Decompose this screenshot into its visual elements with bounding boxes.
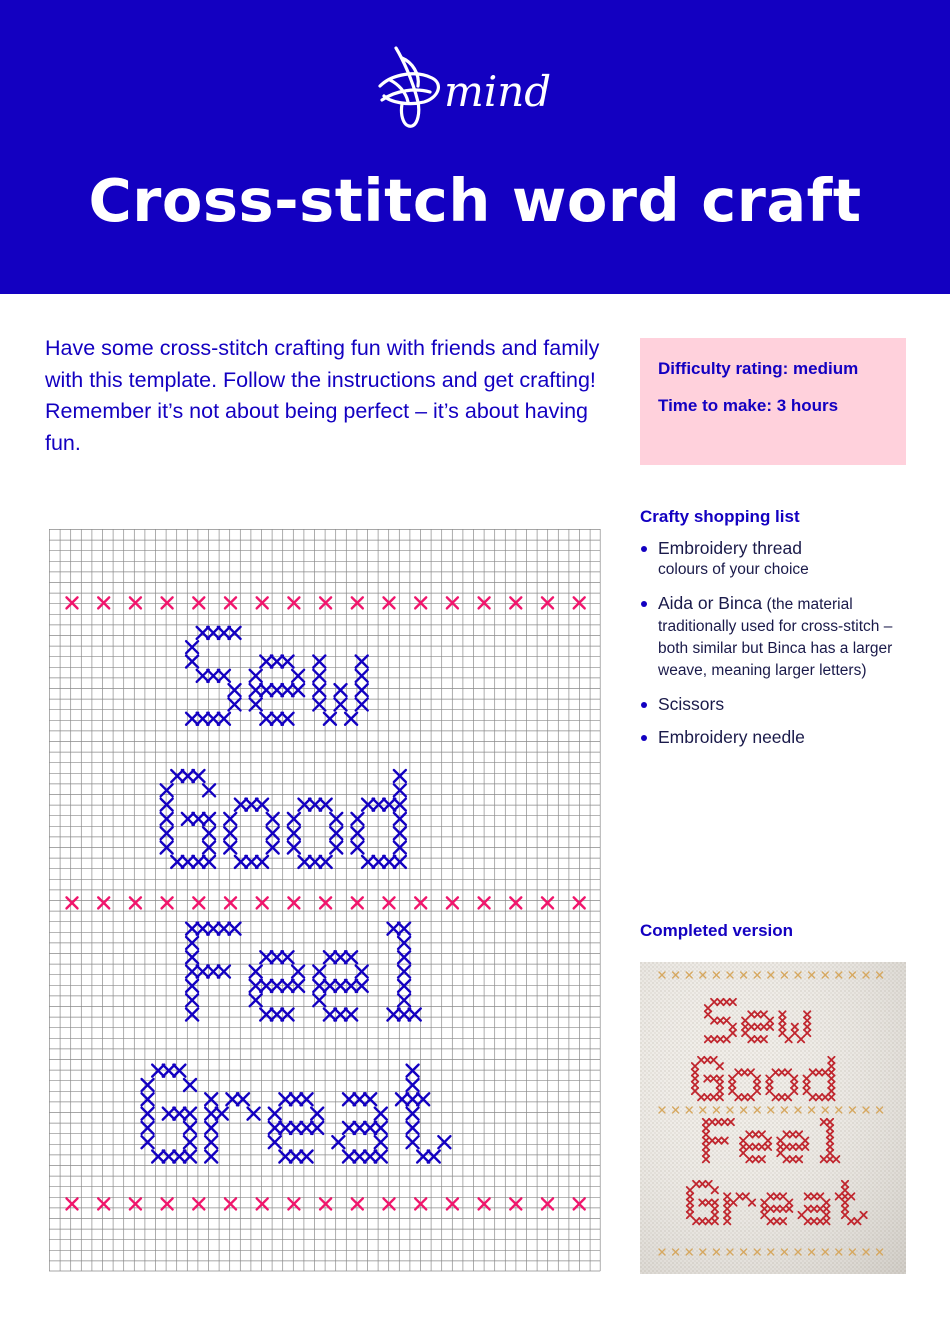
list-item: Embroidery thread colours of your choice [640, 537, 910, 581]
page-title: Cross-stitch word craft [88, 166, 862, 235]
completed-version-photo [640, 962, 906, 1274]
header-banner [0, 0, 950, 294]
bullet [641, 546, 647, 552]
cross-stitch-pattern [49, 529, 605, 1275]
bullet [641, 702, 647, 708]
mind-logo [372, 40, 582, 132]
completed-version-heading: Completed version [640, 921, 794, 940]
list-item: Aida or Binca (the material traditionally used for cross-stitch – both similar but Binca has a larger weave, meaning larger letters) [640, 592, 910, 682]
list-item: Embroidery needle [640, 726, 910, 748]
shopping-list-heading: Crafty shopping list [640, 507, 800, 526]
info-box [640, 338, 906, 465]
svg-text:mind: mind [444, 67, 552, 116]
intro-paragraph: Have some cross-stitch crafting fun with friends and family with this template. Follow the instructions and get crafting! Remember it’s not about being perfect – it’s about having fun. [45, 336, 600, 455]
time-to-make: Time to make: 3 hours [658, 396, 839, 415]
shopping-list [640, 537, 910, 759]
bullet [641, 735, 647, 741]
list-item: Scissors [640, 693, 910, 715]
bullet [641, 601, 647, 607]
difficulty-rating: Difficulty rating: medium [658, 359, 859, 378]
